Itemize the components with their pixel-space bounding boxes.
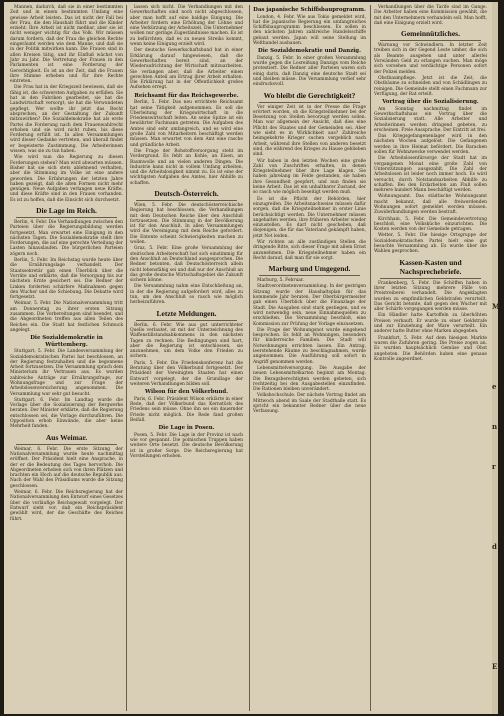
article-paragraph: Die Frage der Rohstoffversorgung steht im Vordergrund. Es fehlt an Kohle, an Eisen, an Baumwolle und an vielen anderen Dingen. Die Industrie kann nicht in vollem Umfang arbeiten, und die Arbeitslosigkeit nimmt zu. Es ist eine der wichtigsten Aufgaben des Amtes, hier Abhilfe zu schaffen. xyxy=(130,148,243,186)
article-paragraph: Wohnungsamt. Das städtische Wohnungsamt macht bekannt, daß alle freiwerdenden Wohnungen sofort gemeldet werden müssen. Zuwiderhandlungen werden bestraft. xyxy=(374,194,487,216)
article-paragraph: Lebensmittelversorgung. Die Ausgabe der neuen Lebensmittelkarten beginnt am Montag. Die Bezugsberechtigten werden gebeten, sich rechtzeitig bei den Ausgabestellen einzufinden. Die Rationen bleiben unverändert. xyxy=(253,365,366,393)
article-paragraph: Weimar, 5. Febr. Die Nationalversammlung tritt am Donnerstag zu ihrer ersten Sitzung zusammen. Die Vorbereitungen sind beendet, und die Abgeordneten treffen aus allen Teilen des Reiches ein. Die Stadt hat festlichen Schmuck angelegt. xyxy=(10,301,123,333)
article-paragraph: Posen, 5. Febr. Die Lage in der Provinz ist nach wie vor gespannt. Die polnischen Truppen haben weitere Orte besetzt. Die deutsche Bevölkerung ist in großer Sorge. Die Reichsregierung hat Vorstellungen erhoben. xyxy=(130,432,243,459)
heading-rule xyxy=(259,275,360,276)
section-heading: Letzte Meldungen. xyxy=(156,308,217,318)
column-2 xyxy=(130,5,243,711)
article-paragraph: Paris, 5. Febr. Die Friedenskonferenz hat die Beratung über den Völkerbund fortgesetzt. Der Präsident der Vereinigten Staaten hat einen Entwurf vorgelegt, der die Grundlage der weiteren Verhandlungen bilden soll. xyxy=(130,360,243,387)
side-fragment: E xyxy=(492,662,498,671)
section-heading: Wo bleibt die Gerechtigkeit? xyxy=(263,90,356,100)
heading-rule xyxy=(16,217,117,218)
section-heading: Marburg und Umgegend. xyxy=(268,264,351,274)
section-heading: Aus Weimar. xyxy=(45,432,88,442)
article-paragraph: Danzig, 5. Febr. In einer großen Versammlung wurde gegen die Losreißung Danzigs vom Reiche protestiert. Die Redner aller Parteien waren sich einig darin, daß Danzig eine deutsche Stadt sei und bleiben müsse. Die Versammlung verlief sehr eindrucksvoll. xyxy=(253,55,366,88)
section-heading: Gemeinnützliches. xyxy=(401,29,460,39)
article-paragraph: Volkshochschule. Der nächste Vortrag findet am Mittwoch abend im Saale der Stadthalle statt. Es spricht ein bekannter Redner über die neue Verfassung. xyxy=(253,393,366,415)
section-heading: Deutsch-Österreich. xyxy=(154,189,219,198)
heading-rule xyxy=(136,200,237,201)
subheading: Reichsamt für das Reichsgewerbe. xyxy=(134,92,239,99)
article-paragraph: Die Versammlung nahm eine Entschließung an, in der die Regierung aufgefordert wird, alles zu tun, um den Anschluß so rasch wie möglich herbeizuführen. xyxy=(130,284,243,306)
article-paragraph: Obstbaumpflege. Jetzt ist die Zeit, die Obstbäume zu schneiden und von Schädlingen zu reinigen. Die Gemeinde stellt einen Fachmann zur Verfügung, der Rat erteilt. xyxy=(374,75,487,97)
article-paragraph: Die Frau hat in der Kriegszeit bewiesen, daß sie fähig ist, die schwersten Aufgaben zu erfüllen. Sie hat in den Fabriken gearbeitet, sie hat die Landwirtschaft versorgt, sie hat die Verwundeten gepflegt. Wer wollte ihr jetzt das Recht absprechen, an der Gestaltung der Zukunft mitzuwirken? Die Sozialdemokratie hat als erste Partei die Forderung nach dem Frauenwahlrecht erhoben und sie wird nicht ruhen, bis diese Forderung erfüllt ist. In allen Versammlungen wird dieser Gedanke vertreten, und überall findet er begeisterte Zustimmung. Die Arbeiterinnen wissen, was sie zu tun haben. xyxy=(10,85,123,155)
article-paragraph: Wien, 5. Febr. Die deutschösterreichische Regierung hat beschlossen, die Verhandlungen mit dem Deutschen Reiche über den Anschluß fortzusetzen. Die Stimmung in der Bevölkerung ist für den Anschluß. In allen Versammlungen wird die Vereinigung mit dem Reiche gefordert. Die Entente scheint Schwierigkeiten machen zu wollen. xyxy=(130,203,243,246)
article-paragraph: Weimar, 6. Febr. Die Reichsregierung hat der Nationalversammlung den Entwurf eines Gesetzes über die vorläufige Reichsgewalt vorgelegt. Der Entwurf sieht vor, daß ein Reichspräsident gewählt wird, der die Geschäfte des Reiches führt. xyxy=(10,490,123,522)
side-fragment: r xyxy=(492,462,496,471)
column-rule xyxy=(126,5,127,711)
article-paragraph: Frankenberg, 5. Febr. Die Schöffen haben in ihrer letzten Sitzung mehrere Fälle von Preistreiberei verhandelt. Die Angeklagten wurden zu empfindlichen Geldstrafen verurteilt. Das Gericht betonte, daß gegen den Wucher mit aller Schärfe vorgegangen werden müsse. xyxy=(374,280,487,313)
heading-rule xyxy=(16,444,117,445)
article-paragraph: Der deutsche Gewerkschaftsbund hat in einer Erklärung darauf hingewiesen, daß die Gewerkschaften bereit sind, an der Wiederaufrichtung der Wirtschaft mitzuarbeiten. Sie verlangen aber, daß die Arbeiter einen gerechten Anteil am Ertrag ihrer Arbeit erhalten. Die Erklärung hat in der Öffentlichkeit großes Aufsehen erregt. xyxy=(130,48,243,91)
article-paragraph: Stadtverordnetenversammlung. In der gestrigen Sitzung wurde der Haushaltsplan für das kommende Jahr beraten. Der Oberbürgermeister gab einen Überblick über die Finanzlage der Stadt. Die Ausgaben sind stark gestiegen, und es wird notwendig sein, neue Einnahmequellen zu erschließen. Die Versammlung beschloß, eine Kommission zur Prüfung der Vorlage einzusetzen. xyxy=(253,284,366,327)
article-paragraph: Stuttgart, 6. Febr. Im Landtag wurde die Vorlage über die Sozialisierung der Bergwerke beraten. Der Minister erklärte, daß die Regierung entschlossen sei, die Vorlage durchzuführen. Die Opposition erhob Einwände, die aber keine Mehrheit fanden. xyxy=(10,397,123,430)
article-paragraph: Berlin, 5. Febr. Im Reichstag wurde heute über die Ernährungslage verhandelt. Der Staatssekretär gab einen Überblick über die Vorräte und erklärte, daß die Versorgung bis zur nächsten Ernte gesichert sei. Die Redner der Linken forderten schärfere Maßnahmen gegen den Wucher und die Schiebung. Die Debatte wird fortgesetzt. xyxy=(10,258,123,301)
article-paragraph: Frankfurt, 5. Febr. Auf dem hiesigen Markte waren die Zufuhren gering. Die Preise zogen an. Es wurden hauptsächlich Gemüse und Obst angeboten. Die Behörden haben eine genaue Kontrolle angeordnet. xyxy=(374,335,487,362)
article-paragraph: Berlin, 5. Febr. Das neu errichtete Reichsamt hat seine Tätigkeit aufgenommen. Es soll die Überleitung der Kriegswirtschaft in die Friedenswirtschaft leiten. An seine Spitze ist ein bewährter Fachmann getreten. Die Aufgaben des Amtes sind sehr umfangreich, und es wird eine große Zahl von Mitarbeitern beschäftigt werden müssen. Man erwartet von dem Amt eine rasche und gründliche Arbeit. xyxy=(130,100,243,148)
section-heading: Die Lage im Reich. xyxy=(36,205,97,215)
side-fragment: e xyxy=(492,382,497,391)
column-rule xyxy=(370,5,371,711)
article-paragraph: Das Kriegsgefangenenlager wird in den nächsten Wochen aufgelöst. Die Gefangenen werden in ihre Heimat befördert. Die Baracken sollen für Wohnzwecke verwendet werden. xyxy=(374,134,487,156)
article-paragraph: Paris, 6. Febr. Präsident Wilson erklärte in einer Rede, daß der Völkerbund das Kernstück des Friedens sein müsse. Ohne ihn sei ein dauernder Friede nicht möglich. Die Rede fand großen Beifall. xyxy=(130,396,243,423)
column-1 xyxy=(10,5,123,711)
article-paragraph: lassen sich nicht. Die Verhandlungen mit den Gewerkschaften sind noch nicht abgeschlossen, aber man hofft auf eine baldige Einigung. Die Arbeiter fordern eine Erhöhung der Löhne und eine Verkürzung der Arbeitszeit. Die Unternehmer wollen nur geringe Zugeständnisse machen. Es ist zu befürchten, daß es zu neuen Streiks kommt, wenn keine Einigung erzielt wird. xyxy=(130,5,243,48)
newspaper-page xyxy=(4,2,498,714)
heading-rule xyxy=(136,320,237,321)
article-paragraph: Wir richten an alle zuständigen Stellen die dringende Bitte, sich dieser Frage mit allem Ernst anzunehmen. Die Kriegsteilnehmer haben ein Recht darauf, daß man für sie sorgt. xyxy=(253,239,366,261)
article-paragraph: Stuttgart, 5. Febr. Die Landesversammlung der Sozialdemokratischen Partei hat beschlossen, an der Regierung festzuhalten und die begonnene Arbeit fortzusetzen. Die Versammlung sprach dem Ministerium ihr Vertrauen aus. Es wurden zahlreiche Anträge zur Ernährungsfrage, zur Wohnungsfrage und zur Frage der Arbeitslosenversicherung angenommen. Die Versammlung war sehr gut besucht. xyxy=(10,349,123,397)
subheading: Die Sozialdemokratie in Württemberg. xyxy=(30,335,103,348)
article-paragraph: Die Frage der Wohnungsnot wurde eingehend besprochen. Es fehlt an Wohnungen, besonders für kinderreiche Familien. Die Stadt will Notwohnungen errichten lassen. Ein Antrag, leerstehende Räume zu beschlagnahmen, wurde angenommen. Die Ausführung soll sofort in Angriff genommen werden. xyxy=(253,327,366,365)
article-paragraph: Kirchhain, 5. Febr. Die Gemeindevertretung beschloß, eine Volksküche einzurichten. Die Kosten werden von der Gemeinde getragen. xyxy=(374,216,487,233)
article-paragraph: Vor einiger Zeit ist in der Presse die Frage erörtert worden, ob die Kriegsteilnehmer bei der Besetzung von Stellen bevorzugt werden sollen. Man war allgemein der Ansicht, daß dies eine Pflicht des Staates und der Gemeinden sei. Aber wie sieht es in Wirklichkeit aus? Zahlreiche heimgekehrte Krieger suchen vergeblich nach Arbeit, während ihre Stellen von anderen besetzt sind, die während des Krieges zu Hause geblieben sind. xyxy=(253,104,366,158)
heading-rule xyxy=(259,102,360,103)
subheading: Die Lage in Posen. xyxy=(158,425,215,432)
section-heading: Kassen-Kasten und Nachsprechebriefe. xyxy=(399,257,462,276)
article-paragraph: Mannen, dadurch, daß sie in einer bestimmten Zeit und in einem bestimmten Umfang eine gewisse Arbeit leisten. Das ist nicht der Fall bei der Frau, die den Haushalt führt und die Kinder erzieht. Ihre Arbeit ist nicht meßbar, aber sie ist nicht weniger wichtig für das Volk. Wir müssen darum fordern, daß der Frau die gleichen Rechte eingeräumt werden wie dem Manne, und daß sie in der Politik mitwirken kann. Die Frauen sind in allen Kreisen tätig, und ihr Einfluß wächst von Jahr zu Jahr. Die Vertretung der Frauen in den Parlamenten ist eine Forderung der Gerechtigkeit. Es ist an der Zeit, daß die Frauen ihre Stimme erheben und für ihre Rechte eintreten. xyxy=(10,5,123,85)
article-paragraph: Berlin, 4. Febr. Die Verhandlungen zwischen den Parteien über die Regierungsbildung werden fortgesetzt. Man erwartet eine Einigung in den nächsten Tagen. Die Sozialdemokratie stellt ihre Forderungen, die auf eine gerechte Verteilung der Lasten hinauslaufen. Die bürgerlichen Parteien zögern noch. xyxy=(10,219,123,257)
article-paragraph: Warnung vor Schwindlern. In letzter Zeit treiben sich in der Gegend Leute umher, die sich als Beamte ausgeben und unter allerlei Vorwänden Geld zu erlangen suchen. Man möge sich vorsehen und verdächtige Personen sofort der Polizei melden. xyxy=(374,43,487,75)
article-paragraph: Berlin, 6. Febr. Wie aus gut unterrichteter Quelle verlautet, ist mit der Unterzeichnung des Waffenstillstandsabkommens in den nächsten Tagen zu rechnen. Die Bedingungen sind hart, aber die Regierung ist entschlossen, sie anzunehmen, um dem Volke den Frieden zu sichern. xyxy=(130,322,243,360)
column-rule xyxy=(249,5,250,711)
article-paragraph: Wie wird nun die Regierung zu diesen Forderungen stehen? Man wird abwarten müssen. Bisher hat sie sich stets ablehnend verhalten, aber die Stimmung im Volke ist eine andere geworden. Die Erfahrungen der letzten Jahre haben gezeigt, daß die alten Formen nicht mehr genügen. Neue Aufgaben verlangen neue Kräfte, und diese Kräfte sind in den Frauen vorhanden. Es ist zu hoffen, daß die Einsicht sich durchsetzt. xyxy=(10,155,123,203)
article-paragraph: Verhandlungen über die Tarife sind im Gange. Die Arbeiter haben eine Kommission gewählt, die mit den Unternehmern verhandeln soll. Man hofft, daß eine Einigung erzielt wird. xyxy=(374,5,487,26)
subheading: Vortrag über die Sozialisierung. xyxy=(382,99,479,106)
article-paragraph: Am Sonntag nachmittag findet im Gewerkschaftshaus ein Vortrag über die Sozialisierung statt. Alle Arbeiter und Arbeiterinnen werden dringend gebeten, zu erscheinen. Freie Aussprache. Der Eintritt ist frei. xyxy=(374,106,487,133)
right-margin-strip xyxy=(492,2,498,714)
article-paragraph: Die Arbeitslosenfürsorge der Stadt hat im vergangenen Monat eine große Zahl von Unterstützungen ausgezahlt. Die Zahl der Arbeitslosen ist leider noch immer hoch. Es wird versucht, durch Notstandsarbeiten Abhilfe zu schaffen. Bei den Erdarbeiten am Fluß sollen mehrere hundert Mann beschäftigt werden. xyxy=(374,156,487,194)
heading-rule xyxy=(380,40,481,41)
article-paragraph: Marburg, 5. Februar. xyxy=(257,278,304,284)
column-4 xyxy=(374,5,487,711)
subheading: Wilson für den Völkerbund. xyxy=(144,389,229,396)
subheading: Die Sozialdemokratie und Danzig. xyxy=(258,48,361,55)
article-paragraph: Es ist die Pflicht der Behörden, hier einzugreifen. Die Arbeitsnachweise müssen dafür sorgen, daß die Kriegsteilnehmer in erster Linie berücksichtigt werden. Die Unternehmer müssen angehalten werden, ihre früheren Arbeiter wieder einzustellen. Es darf nicht geschehen, daß diejenigen, die für das Vaterland gekämpft haben, jetzt Not leiden. xyxy=(253,196,366,239)
article-paragraph: London, 4. Febr. Wie aus Tokio gemeldet wird, hat die japanische Regierung ein umfangreiches Schiffsbauprogramm beschlossen. Es sollen in den nächsten Jahren zahlreiche Handelsschiffe gebaut werden. Japan will seine Stellung im Welthandel ausbauen. xyxy=(253,14,366,46)
article-paragraph: Wetter, 5. Febr. Die hiesige Ortsgruppe der Sozialdemokratischen Partei hielt eine gut besuchte Versammlung ab. Es wurde über die Wahlen gesprochen. xyxy=(374,233,487,255)
article-paragraph: Wir haben in den letzten Wochen eine große Zahl von Zuschriften erhalten, in denen Kriegsteilnehmer über ihre Lage klagen. Sie haben jahrelang im Felde gestanden, sie haben ihre Gesundheit geopfert, und nun finden sie keine Arbeit. Das ist ein unhaltbarer Zustand, der so rasch wie möglich beseitigt werden muß. xyxy=(253,158,366,196)
side-fragment: M xyxy=(492,302,500,311)
article-paragraph: Graz, 5. Febr. Eine große Versammlung der steirischen Arbeiterschaft hat sich einstimmig für den Anschluß an Deutschland ausgesprochen. Die Redner betonten, daß Deutschösterreich allein nicht lebensfähig sei und daß nur der Anschluß an das große deutsche Wirtschaftsgebiet die Zukunft sichern könne. xyxy=(130,246,243,284)
column-3 xyxy=(253,5,366,711)
subheading: Das japanische Schiffsbauprogramm. xyxy=(253,7,366,13)
article-paragraph: Weimar, 6. Febr. Die erste Sitzung der Nationalversammlung wurde heute nachmittag eröffnet. Der Präsident hielt eine Ansprache, in der er die Bedeutung des Tages hervorhob. Die Abgeordneten erhoben sich von ihren Plätzen und brachten ein Hoch auf die deutsche Republik aus. Nach der Wahl des Präsidiums wurde die Sitzung geschlossen. xyxy=(10,446,123,489)
side-fragment: d xyxy=(492,542,497,551)
article-paragraph: Ein Händler hatte Kartoffeln zu überhöhten Preisen verkauft. Er wurde zu einer Geldstrafe und zur Einziehung der Ware verurteilt. Ein anderer hatte Butter ohne Marken abgegeben. xyxy=(374,313,487,335)
side-fragment: n xyxy=(492,422,498,431)
heading-rule xyxy=(380,278,481,279)
